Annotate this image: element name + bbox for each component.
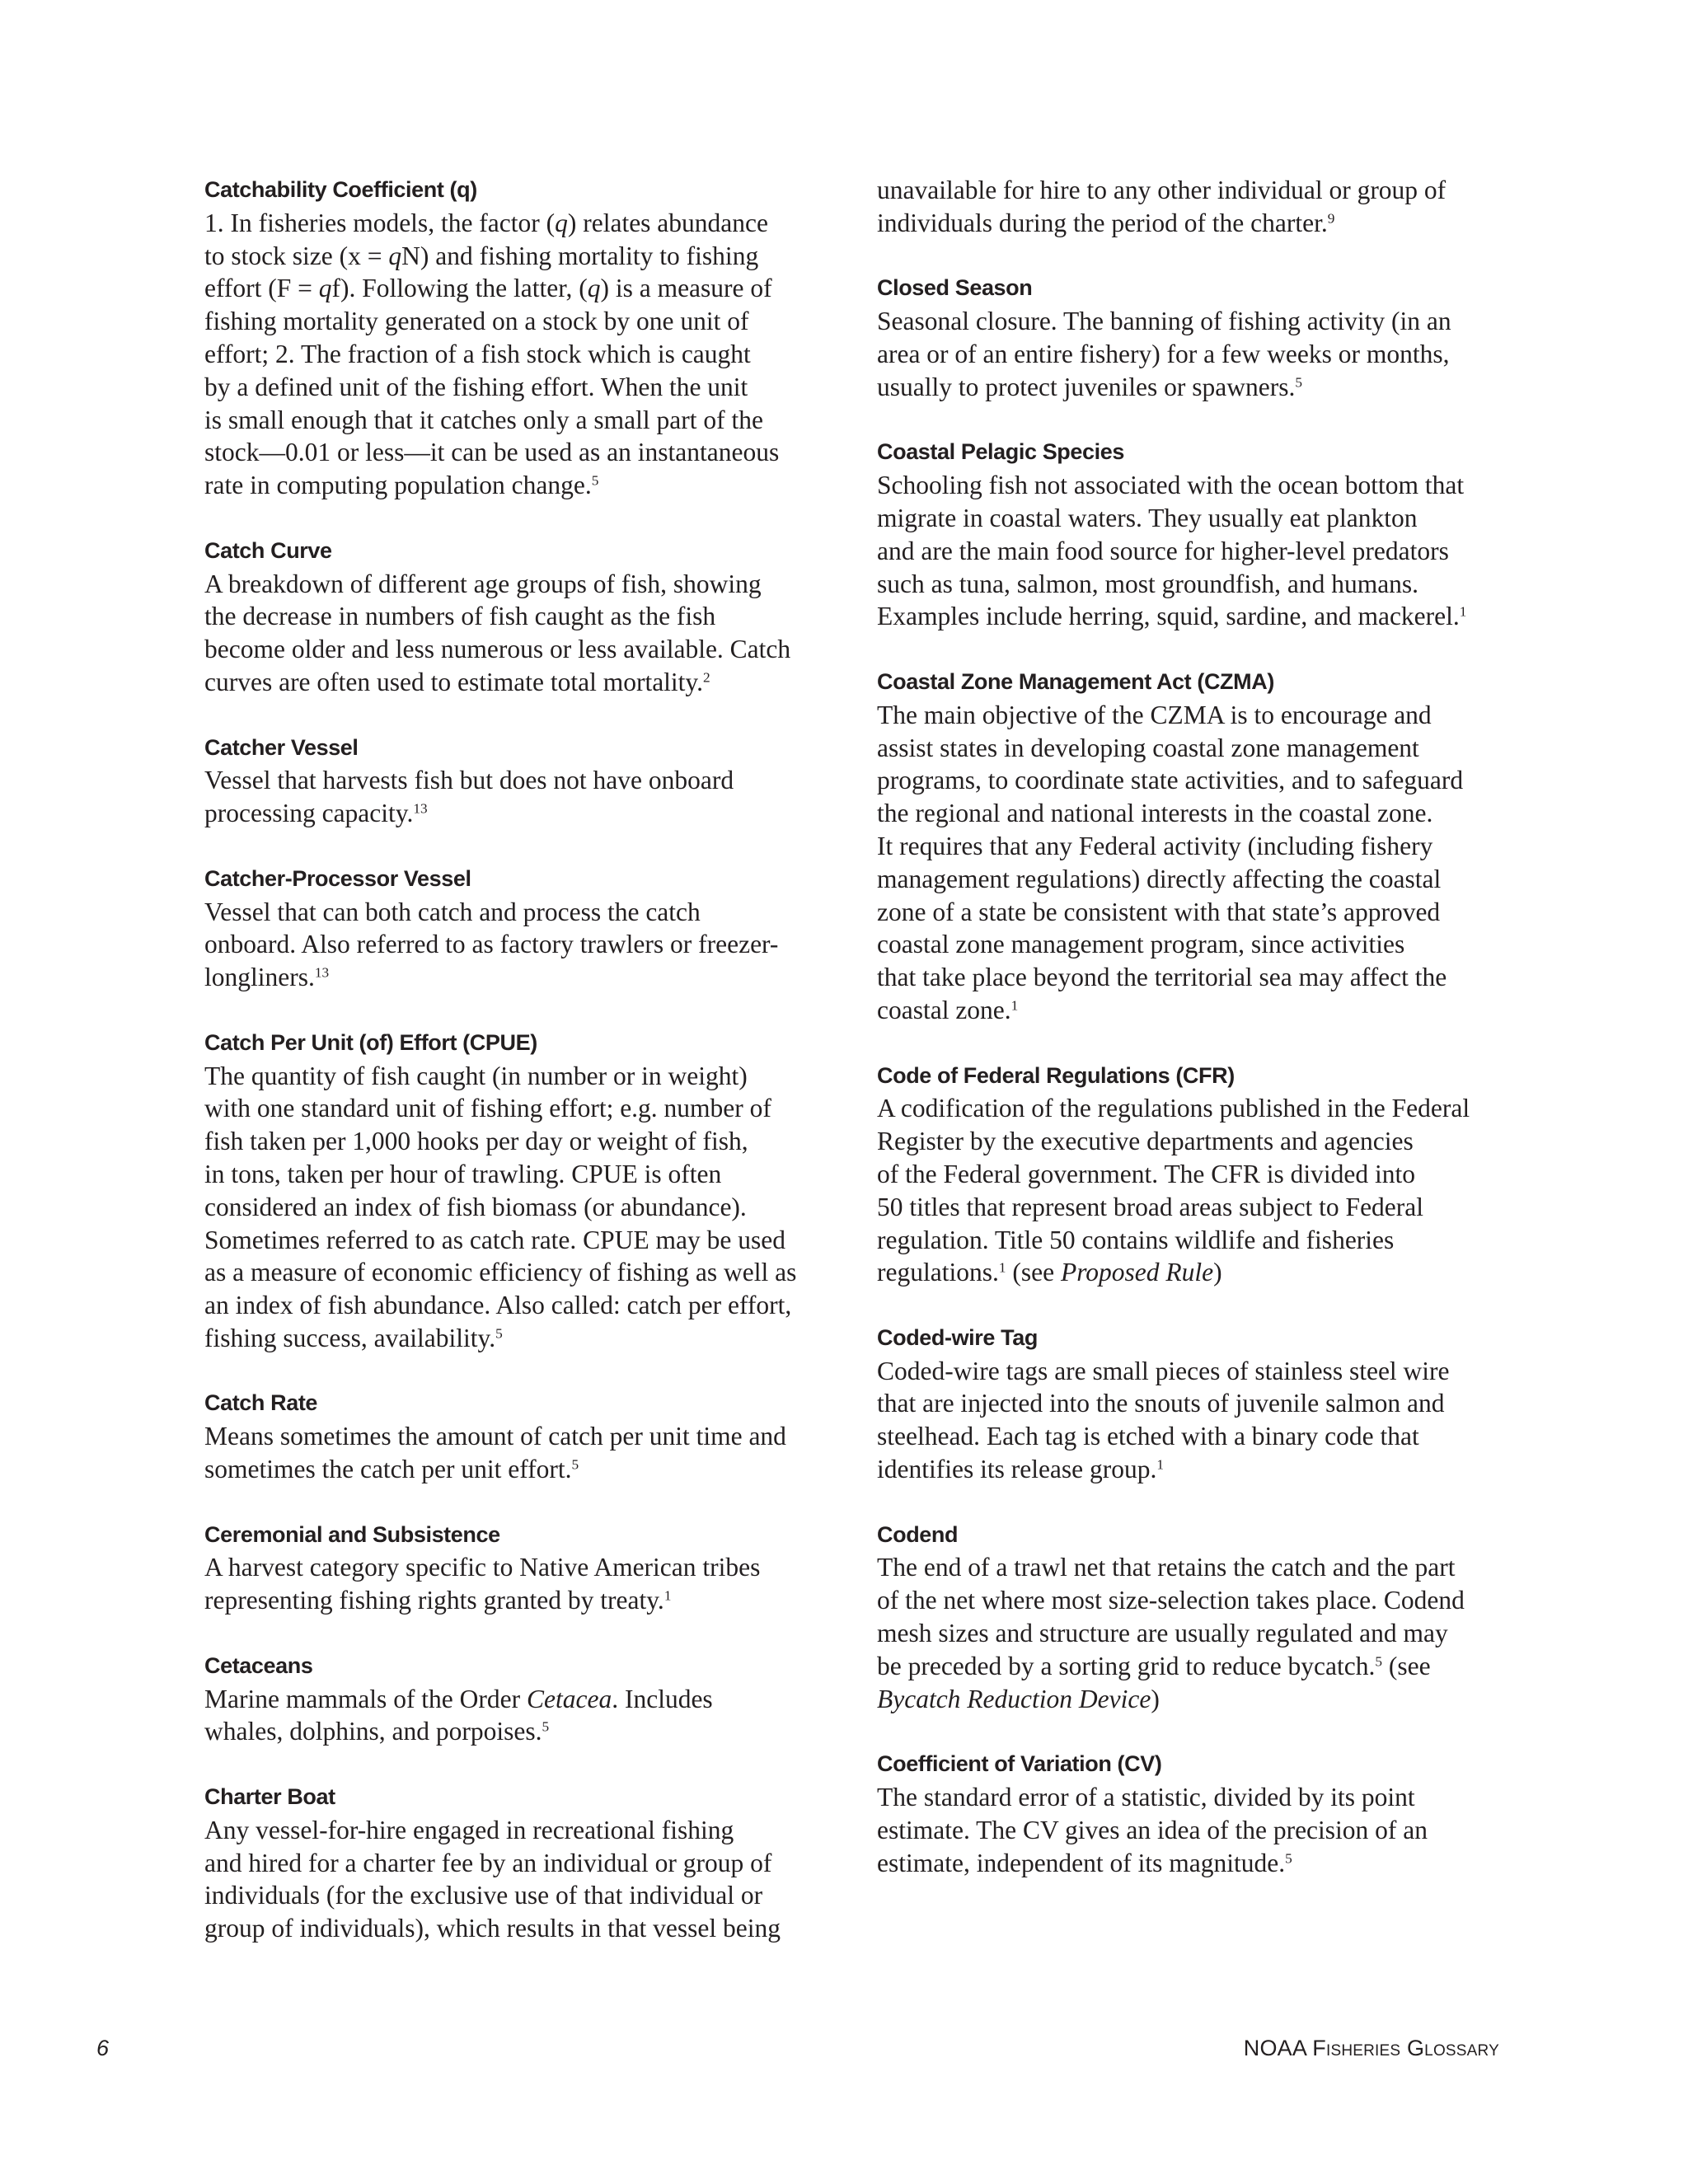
entry-definition-line: Register by the executive departments and agencies	[877, 1127, 1414, 1156]
entry-definition-line: The end of a trawl net that retains the catch and the part	[877, 1553, 1456, 1582]
entry-definition-line: Means sometimes the amount of catch per unit time and	[204, 1422, 786, 1451]
entry-definition-line: stock—0.01 or less—it can be used as an instantaneous	[204, 438, 780, 467]
entry-definition-line: curves are often used to estimate total mortality.$^2$	[204, 667, 710, 696]
entry-term: Catch Per Unit (of) Effort (CPUE)	[204, 1029, 537, 1055]
entry-definition-line: as a measure of economic efficiency of fishing as well as	[204, 1258, 797, 1287]
glossary-entry	[877, 1322, 1528, 1486]
entry-definition-line: 1. In fisheries models, the factor (q) relates abundance	[204, 208, 768, 237]
italic-text: q	[388, 241, 402, 270]
glossary-entry	[204, 1650, 856, 1748]
entry-definition-line: processing capacity.$^{13}$	[204, 799, 428, 828]
glossary-entry	[877, 436, 1528, 633]
glossary-entry	[204, 1781, 856, 1945]
footnote-reference: 13	[314, 964, 330, 981]
glossary-entry	[204, 1519, 856, 1617]
entry-term: Catch Curve	[204, 537, 332, 563]
entry-definition-line: Vessel that can both catch and process the catch	[204, 897, 701, 926]
entry-definition-line: effort (F = qf). Following the latter, (q) is a measure of	[204, 274, 772, 303]
entry-definition-line: considered an index of fish biomass (or abundance).	[204, 1192, 747, 1221]
entry-term: Codend	[877, 1521, 959, 1547]
entry-definition-line: whales, dolphins, and porpoises.$^5$	[204, 1717, 550, 1746]
entry-definition-line: steelhead. Each tag is etched with a binary code that	[877, 1422, 1419, 1451]
entry-definition-line: with one standard unit of fishing effort; e.g. number of	[204, 1094, 771, 1123]
entry-definition-line: regulation. Title 50 contains wildlife and fisheries	[877, 1225, 1395, 1254]
glossary-column-left	[204, 174, 856, 1978]
entry-term: Code of Federal Regulations (CFR)	[877, 1062, 1235, 1088]
entry-definition-line: and hired for a charter fee by an individual or group of	[204, 1848, 772, 1877]
entry-definition-line: longliners.$^{13}$	[204, 963, 330, 992]
entry-term: Coastal Pelagic Species	[877, 439, 1124, 465]
entry-definition-line: 50 titles that represent broad areas subject to Federal	[877, 1192, 1424, 1221]
entry-definition-line: programs, to coordinate state activities, and to safeguard	[877, 766, 1464, 795]
footnote-reference: 1	[1459, 603, 1467, 620]
entry-definition-line: of the Federal government. The CFR is divided into	[877, 1159, 1415, 1188]
italic-text: Cetacea	[527, 1684, 612, 1713]
glossary-entry	[877, 1748, 1528, 1879]
entry-definition-line: onboard. Also referred to as factory trawlers or freezer-	[204, 930, 779, 959]
entry-term: Catchability Coefficient (q)	[204, 177, 477, 202]
entry-definition-line: rate in computing population change.$^5$	[204, 471, 599, 500]
glossary-entry	[877, 1060, 1528, 1290]
glossary-entry	[204, 1027, 856, 1355]
glossary-entry-continuation	[877, 174, 1528, 240]
entry-definition-line: group of individuals), which results in that vessel being	[204, 1914, 781, 1943]
entry-definition-line: individuals (for the exclusive use of that individual or	[204, 1881, 763, 1910]
entry-definition-line: in tons, taken per hour of trawling. CPUE is often	[204, 1159, 722, 1188]
footnote-reference: 2	[703, 669, 710, 686]
glossary-column-right	[877, 174, 1528, 1912]
glossary-entry	[204, 863, 856, 994]
entry-definition-line: Coded-wire tags are small pieces of stainless steel wire	[877, 1356, 1450, 1385]
entry-definition-line: Vessel that harvests fish but does not have onboard	[204, 766, 734, 795]
entry-definition-line: coastal zone.$^1$	[877, 995, 1019, 1024]
glossary-entry	[877, 272, 1528, 403]
entry-definition-line: area or of an entire fishery) for a few weeks or months,	[877, 339, 1450, 368]
italic-text: q	[587, 274, 601, 303]
entry-definition-line: that are injected into the snouts of juvenile salmon and	[877, 1389, 1445, 1418]
entry-definition-line: that take place beyond the territorial sea may affect the	[877, 963, 1447, 992]
entry-definition-line: regulations.$^1$ (see Proposed Rule)	[877, 1258, 1222, 1287]
entry-definition-line: coastal zone management program, since activities	[877, 930, 1405, 959]
entry-term: Catcher-Processor Vessel	[204, 865, 471, 891]
entry-definition-line: the regional and national interests in the coastal zone.	[877, 799, 1433, 828]
entry-definition-line: identifies its release group.$^1$	[877, 1455, 1165, 1484]
entry-definition-line: A codification of the regulations published in the Federal	[877, 1094, 1470, 1123]
entry-definition-line: of the net where most size-selection takes place. Codend	[877, 1586, 1465, 1615]
entry-definition-line: Sometimes referred to as catch rate. CPUE may be used	[204, 1225, 786, 1254]
entry-definition-line: the decrease in numbers of fish caught as the fish	[204, 602, 716, 631]
italic-text: q	[318, 274, 332, 303]
entry-definition-line: individuals during the period of the charter.$^9$	[877, 208, 1335, 237]
entry-definition-line: effort; 2. The fraction of a fish stock which is caught	[204, 339, 751, 368]
entry-definition-line: such as tuna, salmon, most groundfish, and humans.	[877, 569, 1419, 598]
entry-definition-line: fishing mortality generated on a stock by one unit of	[204, 307, 749, 336]
entry-definition-line: unavailable for hire to any other individual or group of	[877, 176, 1447, 204]
footnote-reference: 1	[1010, 997, 1019, 1014]
entry-definition-line: Bycatch Reduction Device)	[877, 1684, 1160, 1713]
entry-definition-line: fishing success, availability.$^5$	[204, 1323, 503, 1352]
entry-definition-line: assist states in developing coastal zone management	[877, 733, 1419, 762]
entry-term: Closed Season	[877, 275, 1033, 301]
entry-definition-line: management regulations) directly affecting the coastal	[877, 864, 1442, 893]
entry-definition-line: Schooling fish not associated with the ocean bottom that	[877, 471, 1465, 500]
entry-term: Coefficient of Variation (CV)	[877, 1751, 1162, 1777]
entry-term: Ceremonial and Subsistence	[204, 1521, 500, 1547]
glossary-entry	[877, 666, 1528, 1027]
entry-definition-line: representing fishing rights granted by treaty.$^1$	[204, 1586, 672, 1615]
glossary-entry	[204, 174, 856, 502]
entry-definition-line: become older and less numerous or less available. Catch	[204, 635, 791, 664]
glossary-entry	[204, 1387, 856, 1485]
footnote-reference: 13	[413, 800, 428, 817]
entry-term: Cetaceans	[204, 1652, 313, 1678]
entry-term: Coastal Zone Management Act (CZMA)	[877, 668, 1274, 694]
entry-definition-line: and are the main food source for higher-level predators	[877, 536, 1449, 565]
entry-definition-line: migrate in coastal waters. They usually eat plankton	[877, 503, 1418, 532]
glossary-entry	[877, 1519, 1528, 1716]
footnote-reference: 5	[591, 472, 599, 489]
entry-definition-line: Marine mammals of the Order Cetacea. Includes	[204, 1684, 713, 1713]
entry-definition-line: mesh sizes and structure are usually regulated and may	[877, 1619, 1448, 1648]
entry-definition-line: usually to protect juveniles or spawners.$^5$	[877, 372, 1303, 401]
footnote-reference: 5	[1295, 374, 1303, 391]
entry-definition-line: The main objective of the CZMA is to encourage and	[877, 700, 1432, 729]
entry-definition-line: It requires that any Federal activity (including fishery	[877, 831, 1433, 860]
entry-definition-line: is small enough that it catches only a small part of the	[204, 405, 763, 434]
footnote-reference: 5	[495, 1325, 503, 1342]
entry-definition-line: fish taken per 1,000 hooks per day or weight of fish,	[204, 1127, 748, 1156]
footnote-reference: 1	[1156, 1456, 1165, 1473]
glossary-entry	[204, 535, 856, 699]
footnote-reference: 1	[998, 1259, 1006, 1276]
footnote-reference: 5	[1375, 1653, 1383, 1670]
entry-definition-line: estimate, independent of its magnitude.$^5$	[877, 1848, 1292, 1877]
entry-definition-line: Any vessel-for-hire engaged in recreational fishing	[204, 1815, 734, 1844]
footnote-reference: 9	[1327, 210, 1335, 227]
running-title: NOAA Fisheries Glossary	[1243, 2036, 1499, 2060]
entry-definition-line: Seasonal closure. The banning of fishing activity (in an	[877, 307, 1451, 336]
entry-term: Coded-wire Tag	[877, 1324, 1038, 1350]
entry-definition-line: zone of a state be consistent with that state’s approved	[877, 897, 1441, 926]
entry-definition-line: estimate. The CV gives an idea of the precision of an	[877, 1815, 1428, 1844]
entry-definition-line: be preceded by a sorting grid to reduce bycatch.$^5$ (see	[877, 1651, 1431, 1680]
italic-text: Bycatch Reduction Device	[877, 1684, 1151, 1713]
glossary-entry	[204, 732, 856, 830]
entry-term: Catch Rate	[204, 1390, 318, 1416]
footnote-reference: 5	[571, 1456, 579, 1473]
entry-definition-line: A harvest category specific to Native American tribes	[204, 1553, 761, 1582]
entry-definition-line: by a defined unit of the fishing effort. When the unit	[204, 372, 748, 401]
entry-definition-line: sometimes the catch per unit effort.$^5$	[204, 1455, 579, 1484]
italic-text: q	[555, 208, 568, 237]
entry-definition-line: Examples include herring, squid, sardine, and mackerel.$^1$	[877, 602, 1467, 631]
entry-definition-line: The quantity of fish caught (in number or in weight)	[204, 1061, 748, 1090]
entry-term: Catcher Vessel	[204, 734, 359, 760]
entry-definition-line: to stock size (x = qN) and fishing mortality to fishing	[204, 241, 759, 270]
entry-definition-line: A breakdown of different age groups of fish, showing	[204, 569, 762, 598]
italic-text: Proposed Rule	[1060, 1258, 1214, 1287]
footnote-reference: 5	[1285, 1850, 1292, 1867]
footnote-reference: 1	[663, 1587, 672, 1604]
page-number: 6	[96, 2036, 110, 2060]
footnote-reference: 5	[542, 1719, 550, 1736]
entry-term: Charter Boat	[204, 1784, 335, 1810]
entry-definition-line: an index of fish abundance. Also called: catch per effort,	[204, 1291, 792, 1320]
entry-definition-line: The standard error of a statistic, divided by its point	[877, 1783, 1415, 1812]
